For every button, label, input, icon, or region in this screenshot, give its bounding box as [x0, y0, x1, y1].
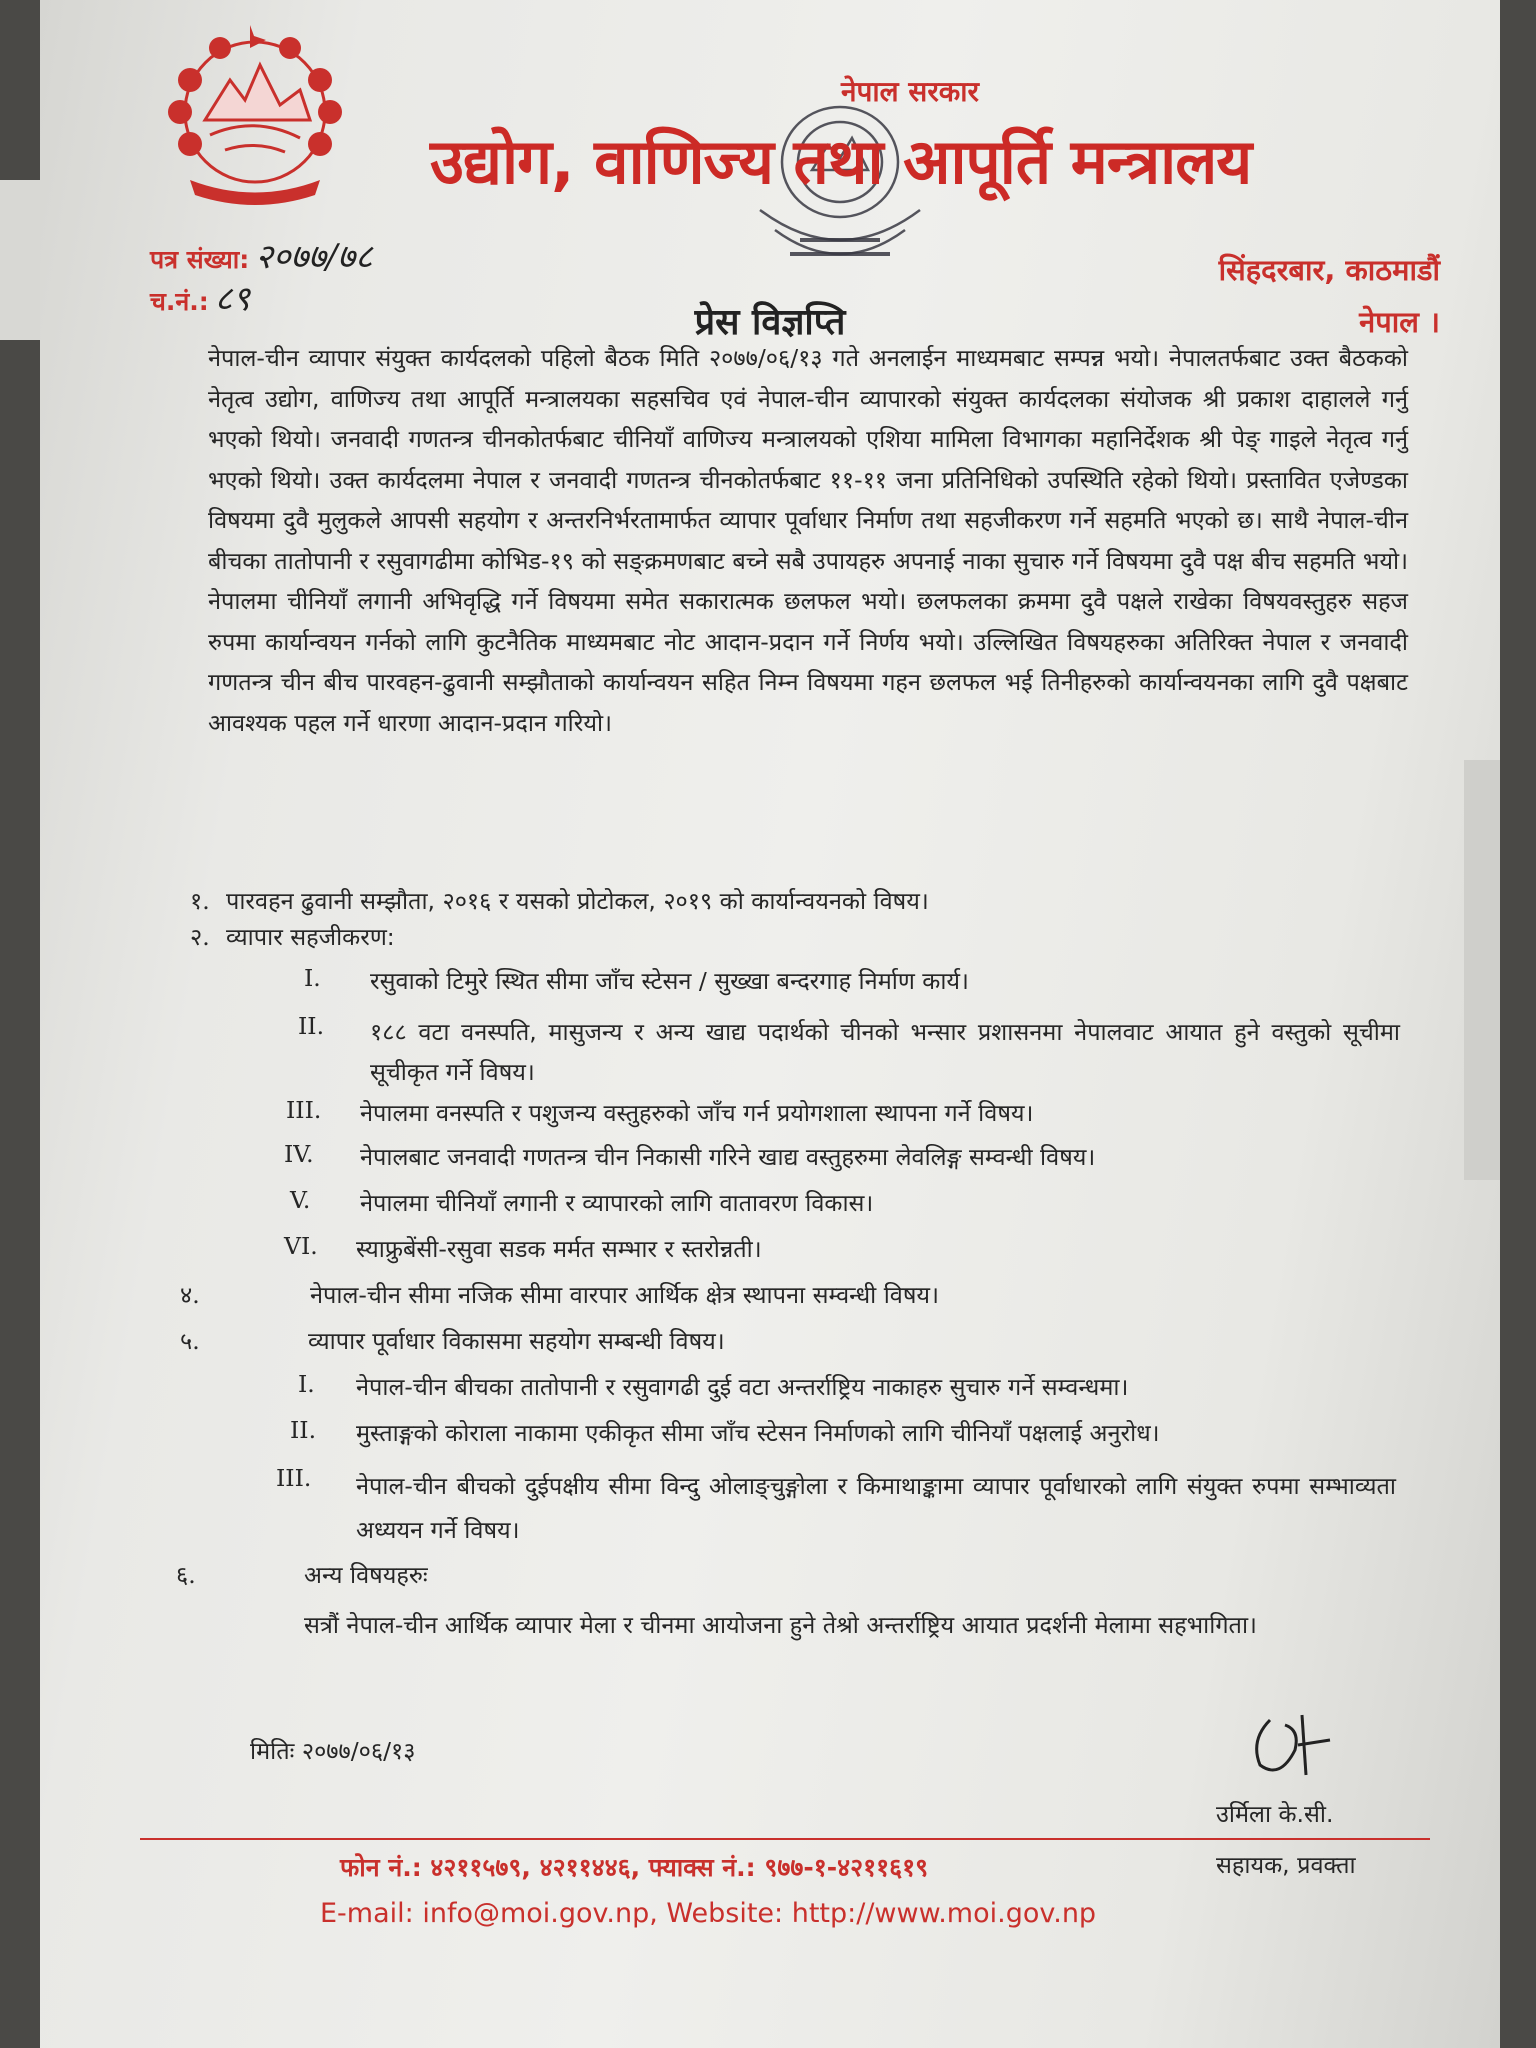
- signature-icon: [1240, 1700, 1360, 1790]
- sub-list-item: [180, 1002, 1420, 1090]
- body-paragraph: नेपाल-चीन व्यापार संयुक्त कार्यदलको पहिलो बैठक मिति २०७७/०६/१३ गते अनलाईन माध्यमबाट सम्पन्न भयो। नेपालतर्फबाट उक्त बैठकको नेतृत्व उद्योग, वाणिज्य तथा आपूर्ति मन्त्रालयका सहसचिव एवं नेपाल-चीन व्यापारको संयुक्त कार्यदलका संयोजक श्री प्रकाश दाहालले गर्नु भएको थियो। जनवादी गणतन्त्र चीनकोतर्फबाट चीनियाँ वाणिज्य मन्त्रालयको एशिया मामिला विभागका महानिर्देशक श्री पेङ् गाइले नेतृत्व गर्नु भएको थियो। उक्त कार्यदलमा नेपाल र जनवादी गणतन्त्र चीनकोतर्फबाट ११-११ जना प्रतिनिधिको उपस्थिति रहेको थियो। प्रस्तावित एजेण्डका विषयमा दुवै मुलुकले आपसी सहयोग र अन्तरनिर्भरतामार्फत व्यापार पूर्वाधार निर्माण तथा सहजीकरण गर्ने सहमति भएको छ। साथै नेपाल-चीन बीचका तातोपानी र रसुवागढीमा कोभिड-१९ को सङ्क्रमणबाट बच्ने सबै उपायहरु अपनाई नाका सुचारु गर्ने विषयमा दुवै पक्ष बीच सहमति भयो। नेपालमा चीनियाँ लगानी अभिवृद्धि गर्ने विषयमा समेत सकारात्मक छलफल भयो। छलफलका क्रममा दुवै पक्षले राखेका विषयवस्तुहरु सहज रुपमा कार्यान्वयन गर्नको लागि कुटनैतिक माध्यमबाट नोट आदान-प्रदान गर्ने निर्णय भयो। उल्लिखित विषयहरुका अतिरिक्त नेपाल र जनवादी गणतन्त्र चीन बीच पारवहन-ढुवानी सम्झौताको कार्यान्वयन सहित निम्न विषयमा गहन छलफल भई तिनीहरुको कार्यान्वयनका लागि दुवै पक्षबाट आवश्यक पहल गर्ने धारणा आदान-प्रदान गरियो।: [208, 344, 1408, 737]
- sub-item-number: VI.: [284, 1232, 318, 1260]
- list-item-number: ६.: [176, 1561, 196, 1589]
- list-item-text: व्यापार सहजीकरण:: [226, 923, 395, 951]
- list-item-text: अन्य विषयहरुः: [304, 1561, 428, 1589]
- contact-phone-fax: फोन नं.: ४२११५७९, ४२११४४६, फ्याक्स नं.: ९७७-१-४२११६१९: [340, 1853, 929, 1882]
- sub-item-text: नेपाल-चीन बीचको दुईपक्षीय सीमा विन्दु ओलाङ्चुङ्गोला र किमाथाङ्कामा व्यापार पूर्वाधारको लागि संयुक्त रुपमा सम्भाव्यता अध्ययन गर्ने विषय।: [356, 1472, 1396, 1544]
- sub-list-item: [180, 1182, 1420, 1228]
- sub-item-number: III.: [286, 1096, 322, 1124]
- document-title: प्रेस विज्ञप्ति: [694, 302, 846, 343]
- list-item: [180, 1274, 1420, 1320]
- agenda-list: [176, 878, 1420, 1690]
- sub-item-text: स्याफ्रुबेंसी-रसुवा सडक मर्मत सम्भार र स्तरोन्नती।: [356, 1235, 762, 1263]
- address-line-1: सिंहदरबार, काठमाडौं: [1218, 253, 1440, 287]
- sub-list-item: [180, 1136, 1420, 1182]
- list-item-number: १.: [190, 887, 210, 915]
- footer-divider: [140, 1838, 1430, 1840]
- sub-item-number: V.: [290, 1186, 311, 1214]
- date-value: २०७७/०६/१३: [301, 1737, 416, 1765]
- background-paper-edge: [1464, 760, 1500, 1180]
- sub-item-number: II.: [298, 1012, 325, 1040]
- list-item: [176, 1550, 1420, 1594]
- background-paper-scrap: [0, 180, 40, 340]
- dispatch-label: च.नं.:: [150, 287, 209, 316]
- address-line-2: नेपाल ।: [1359, 305, 1440, 339]
- reference-number: [150, 232, 373, 278]
- list-item-number: ५.: [180, 1327, 200, 1355]
- issue-date: [250, 1734, 415, 1766]
- sub-list-item: [180, 1090, 1420, 1136]
- list-item-number: ४.: [180, 1281, 200, 1309]
- government-name: नेपाल सरकार: [840, 75, 980, 108]
- reference-value: २०७७/७८: [255, 237, 373, 277]
- sub-item-text: नेपाल-चीन बीचका तातोपानी र रसुवागढी दुई वटा अन्तर्राष्ट्रिय नाकाहरु सुचारु गर्ने सम्वन्धमा।: [356, 1373, 1129, 1401]
- list-item: [180, 1320, 1420, 1366]
- list-item: [180, 920, 1420, 958]
- sub-item-text: नेपालमा चीनियाँ लगानी र व्यापारको लागि वातावरण विकास।: [360, 1189, 874, 1217]
- list-item: [180, 878, 1420, 920]
- sub-list-item: [180, 1366, 1420, 1412]
- sub-item-text: १८८ वटा वनस्पति, मासुजन्य र अन्य खाद्य पदार्थको चीनको भन्सार प्रशासनमा नेपालवाट आयात हुने वस्तुको सूचीमा सूचीकृत गर्ने विषय।: [370, 1018, 1400, 1086]
- dispatch-value: ८९: [214, 279, 251, 319]
- date-label: मितिः: [250, 1737, 295, 1765]
- ministry-name: उद्योग, वाणिज्य तथा आपूर्ति मन्त्रालय: [430, 125, 1252, 198]
- sub-item-text: नेपालबाट जनवादी गणतन्त्र चीन निकासी गरिने खाद्य वस्तुहरुमा लेवलिङ्ग सम्वन्धी विषय।: [360, 1143, 1096, 1171]
- sub-list-item: [180, 958, 1420, 1002]
- sub-item-number: IV.: [284, 1140, 314, 1168]
- signer-title: सहायक, प्रवक्ता: [1216, 1851, 1356, 1879]
- signer-name: उर्मिला के.सी.: [1216, 1800, 1334, 1828]
- sub-item-text: नेपालमा वनस्पति र पशुजन्य वस्तुहरुको जाँच गर्न प्रयोगशाला स्थापना गर्ने विषय।: [360, 1099, 1034, 1127]
- contact-email-website: E-mail: info@moi.gov.np, Website: http://www.moi.gov.np: [320, 1898, 1097, 1929]
- sub-list-item: [180, 1228, 1420, 1274]
- sub-item-number: III.: [276, 1464, 312, 1492]
- sub-item-number: II.: [290, 1416, 317, 1444]
- list-item-note: [180, 1594, 1420, 1690]
- sub-item-number: I.: [304, 964, 321, 992]
- sub-item-text: रसुवाको टिमुरे स्थित सीमा जाँच स्टेसन / सुख्खा बन्दरगाह निर्माण कार्य।: [370, 967, 969, 995]
- sub-item-text: मुस्ताङ्गको कोराला नाकामा एकीकृत सीमा जाँच स्टेसन निर्माणको लागि चीनियाँ पक्षलाई अनुरोध।: [356, 1419, 1160, 1447]
- list-item-number: २.: [190, 923, 210, 951]
- list-item-text: पारवहन ढुवानी सम्झौता, २०१६ र यसको प्रोटोकल, २०१९ को कार्यान्वयनको विषय।: [226, 887, 929, 915]
- list-item-note-text: सत्रौं नेपाल-चीन आर्थिक व्यापार मेला र चीनमा आयोजना हुने तेश्रो अन्तर्राष्ट्रिय आयात प्रदर्शनी मेलामा सहभागिता।: [304, 1611, 1257, 1639]
- national-emblem-icon: [150, 20, 360, 210]
- press-release-document: [40, 0, 1500, 2048]
- list-item-text: व्यापार पूर्वाधार विकासमा सहयोग सम्बन्धी विषय।: [308, 1327, 725, 1355]
- sub-item-number: I.: [298, 1370, 315, 1398]
- list-item-text: नेपाल-चीन सीमा नजिक सीमा वारपार आर्थिक क्षेत्र स्थापना सम्वन्धी विषय।: [310, 1281, 939, 1309]
- sub-list-item: [180, 1458, 1420, 1550]
- sub-list-item: [180, 1412, 1420, 1458]
- reference-label: पत्र संख्या:: [150, 245, 250, 274]
